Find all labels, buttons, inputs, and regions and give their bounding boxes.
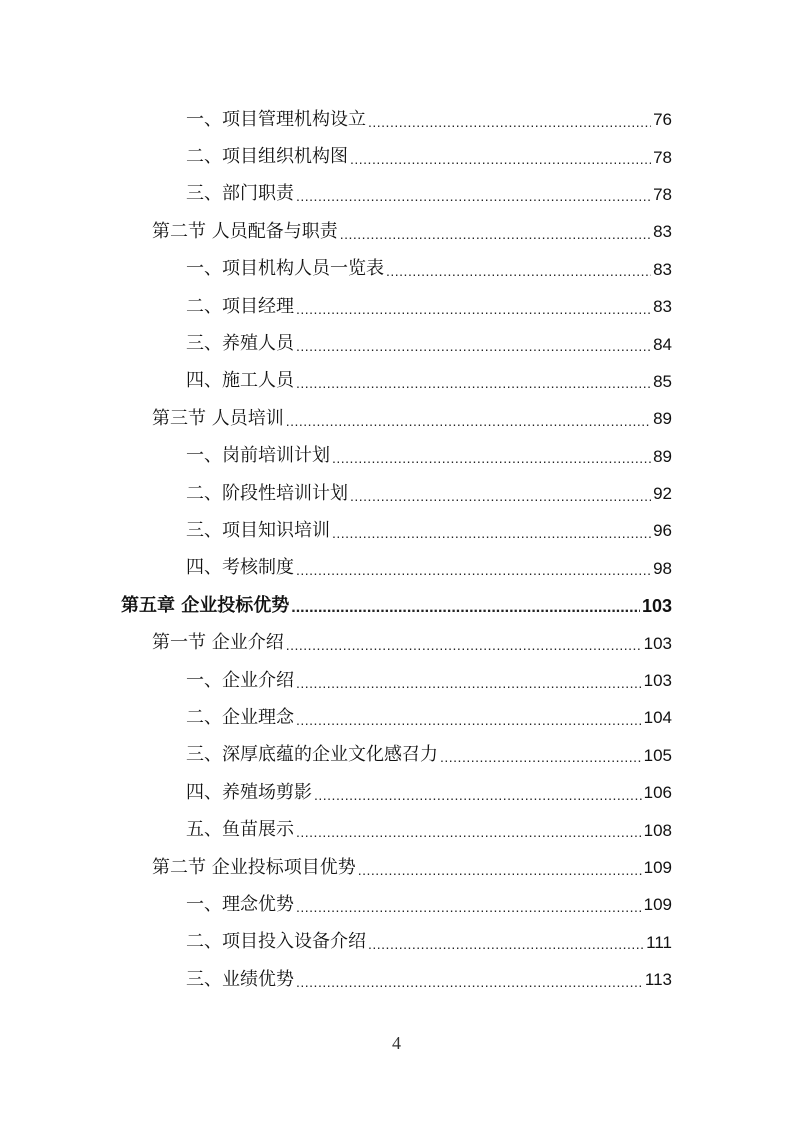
toc-leader-dots — [296, 561, 651, 579]
table-of-contents — [0, 101, 793, 998]
toc-leader-dots — [296, 187, 651, 205]
toc-entry[interactable] — [0, 961, 793, 998]
toc-entry-label: 四、考核制度 — [186, 557, 294, 579]
toc-entry-label: 四、施工人员 — [186, 370, 294, 392]
toc-entry-label: 第五章 企业投标优势 — [121, 594, 290, 616]
toc-entry-label: 一、岗前培训计划 — [186, 445, 330, 467]
toc-leader-dots — [296, 973, 643, 991]
toc-entry-label: 三、业绩优势 — [186, 968, 294, 990]
toc-entry-label: 第三节 人员培训 — [152, 407, 284, 429]
toc-leader-dots — [368, 113, 651, 131]
toc-leader-dots — [296, 374, 651, 392]
toc-entry-label: 三、养殖人员 — [186, 333, 294, 355]
toc-entry[interactable] — [0, 512, 793, 549]
toc-entry-page: 103 — [643, 633, 672, 653]
toc-entry[interactable] — [0, 325, 793, 362]
toc-entry-page: 105 — [643, 745, 672, 765]
toc-entry-page: 108 — [643, 820, 672, 840]
toc-entry-label: 二、企业理念 — [186, 706, 294, 728]
toc-entry-page: 106 — [643, 783, 672, 803]
toc-entry[interactable] — [0, 550, 793, 587]
toc-entry-label: 二、项目经理 — [186, 295, 294, 317]
toc-leader-dots — [296, 337, 651, 355]
toc-entry-label: 二、项目组织机构图 — [186, 146, 348, 168]
toc-entry-page: 83 — [653, 259, 672, 279]
toc-entry-page: 109 — [643, 895, 672, 915]
toc-entry[interactable] — [0, 138, 793, 175]
toc-entry-page: 83 — [653, 297, 672, 317]
toc-entry-page: 78 — [653, 184, 672, 204]
toc-entry-label: 第二节 企业投标项目优势 — [152, 856, 356, 878]
toc-entry-label: 一、理念优势 — [186, 893, 294, 915]
toc-chapter-entry[interactable] — [0, 587, 793, 624]
toc-section-entry[interactable] — [0, 624, 793, 661]
toc-entry-label: 一、企业介绍 — [186, 669, 294, 691]
toc-section-entry[interactable] — [0, 213, 793, 250]
toc-entry-label: 一、项目机构人员一览表 — [186, 258, 384, 280]
page-number: 4 — [392, 1033, 401, 1053]
toc-entry-label: 一、项目管理机构设立 — [186, 108, 366, 130]
toc-entry[interactable] — [0, 363, 793, 400]
toc-entry-label: 三、项目知识培训 — [186, 519, 330, 541]
toc-entry-page: 89 — [653, 446, 672, 466]
toc-entry-page: 109 — [643, 858, 672, 877]
toc-entry[interactable] — [0, 886, 793, 923]
toc-leader-dots — [291, 599, 640, 617]
toc-entry-label: 第二节 人员配备与职责 — [152, 220, 338, 242]
toc-entry-page: 85 — [653, 371, 672, 391]
toc-entry[interactable] — [0, 251, 793, 288]
toc-entry-page: 78 — [653, 147, 672, 167]
toc-leader-dots — [350, 487, 651, 505]
toc-leader-dots — [368, 935, 644, 953]
toc-leader-dots — [340, 225, 651, 243]
toc-leader-dots — [332, 449, 651, 467]
toc-leader-dots — [314, 786, 642, 804]
toc-entry-label: 四、养殖场剪影 — [186, 781, 312, 803]
toc-entry[interactable] — [0, 176, 793, 213]
toc-leader-dots — [286, 636, 642, 654]
toc-entry-page: 104 — [643, 708, 672, 728]
toc-entry-label: 第一节 企业介绍 — [152, 632, 284, 654]
toc-entry-page: 103 — [643, 671, 672, 691]
toc-entry[interactable] — [0, 101, 793, 138]
toc-entry-page: 96 — [653, 521, 672, 541]
toc-entry-page: 83 — [653, 222, 672, 242]
toc-section-entry[interactable] — [0, 400, 793, 437]
toc-entry-page: 92 — [653, 484, 672, 504]
toc-entry-page: 113 — [644, 970, 672, 990]
toc-entry[interactable] — [0, 288, 793, 325]
toc-leader-dots — [286, 412, 651, 430]
toc-leader-dots — [350, 150, 651, 168]
toc-entry[interactable] — [0, 699, 793, 736]
toc-entry[interactable] — [0, 438, 793, 475]
toc-entry-page: 98 — [653, 558, 672, 578]
toc-entry-page: 89 — [653, 409, 672, 429]
toc-section-entry[interactable] — [0, 849, 793, 886]
toc-leader-dots — [296, 823, 642, 841]
toc-entry-label: 二、阶段性培训计划 — [186, 482, 348, 504]
toc-entry-page: 103 — [641, 595, 672, 616]
toc-entry-page: 76 — [653, 110, 672, 130]
toc-leader-dots — [296, 711, 642, 729]
toc-entry[interactable] — [0, 774, 793, 811]
toc-leader-dots — [296, 898, 642, 916]
toc-entry-label: 二、项目投入设备介绍 — [186, 931, 366, 953]
toc-leader-dots — [358, 861, 642, 879]
toc-leader-dots — [296, 300, 651, 318]
toc-entry-label: 三、部门职责 — [186, 183, 294, 205]
toc-leader-dots — [332, 524, 651, 542]
toc-entry-label: 五、鱼苗展示 — [186, 819, 294, 841]
toc-leader-dots — [386, 262, 651, 280]
toc-entry-page: 111 — [646, 932, 672, 952]
toc-entry-page: 84 — [653, 334, 672, 354]
toc-entry-label: 三、深厚底蕴的企业文化感召力 — [186, 744, 438, 766]
toc-entry[interactable] — [0, 737, 793, 774]
toc-entry[interactable] — [0, 662, 793, 699]
toc-leader-dots — [440, 748, 642, 766]
toc-entry[interactable] — [0, 924, 793, 961]
toc-entry[interactable] — [0, 811, 793, 848]
toc-leader-dots — [296, 674, 642, 692]
toc-entry[interactable] — [0, 475, 793, 512]
